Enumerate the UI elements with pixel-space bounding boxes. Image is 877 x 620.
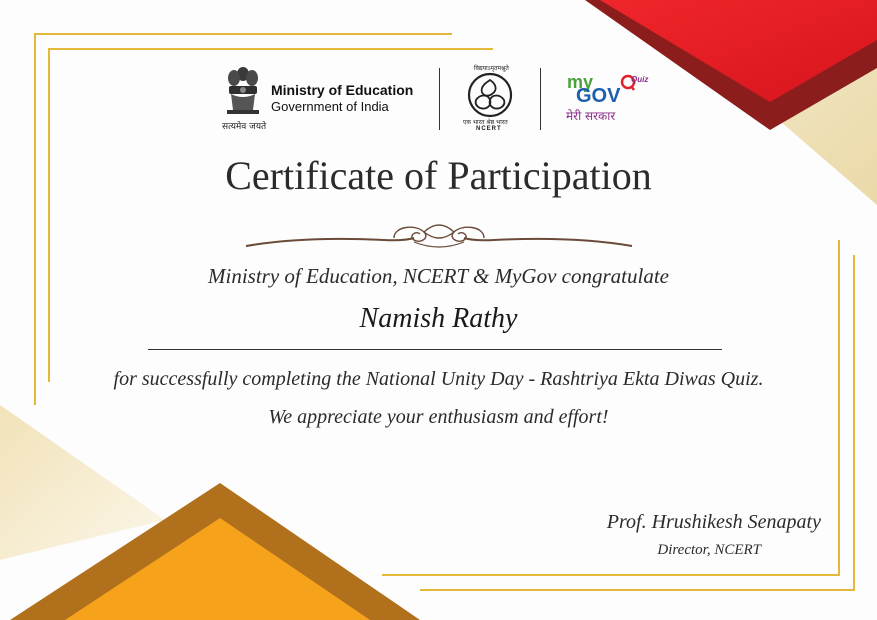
ministry-subtitle: Government of India	[271, 99, 389, 114]
ashoka-emblem-icon	[223, 64, 263, 120]
ncert-top-text: विद्ययाऽमृतमश्नुते	[474, 65, 509, 72]
ministry-title: Ministry of Education	[271, 82, 414, 98]
frame-inner-top	[48, 48, 493, 50]
emblem-motto: सत्यमेव जयते	[222, 122, 267, 132]
description-line-2: We appreciate your enthusiasm and effort!	[268, 406, 609, 428]
signatory-designation: Director, NCERT	[657, 542, 761, 558]
ncert-logo-icon	[466, 72, 514, 118]
congratulation-line: Ministry of Education, NCERT & MyGov congratulate	[208, 264, 669, 288]
ncert-bottom-text: एक भारत श्रेष्ठ भारत	[463, 119, 508, 126]
logo-separator-2	[540, 68, 541, 130]
ncert-name: NCERT	[476, 126, 502, 132]
frame-outer-left	[34, 33, 36, 405]
mygov-logo-gov: GOV	[576, 85, 621, 107]
signatory-name: Prof. Hrushikesh Senapaty	[606, 511, 821, 533]
mygov-logo-my: my	[567, 72, 594, 92]
name-underline	[148, 349, 722, 350]
frame-outer-bottom	[420, 589, 855, 591]
frame-inner-bottom	[382, 574, 840, 576]
mygov-hindi-tagline: मेरी सरकार	[566, 109, 616, 123]
certificate-title: Certificate of Participation	[225, 153, 652, 198]
description-line-1: for successfully completing the National Unity Day - Rashtriya Ekta Diwas Quiz.	[113, 368, 764, 390]
logo-separator-1	[439, 68, 440, 130]
frame-outer-top	[34, 33, 452, 35]
flourish-divider-icon	[244, 218, 634, 252]
recipient-name: Namish Rathy	[359, 303, 518, 334]
mygov-quiz-label: Quiz	[631, 75, 649, 84]
